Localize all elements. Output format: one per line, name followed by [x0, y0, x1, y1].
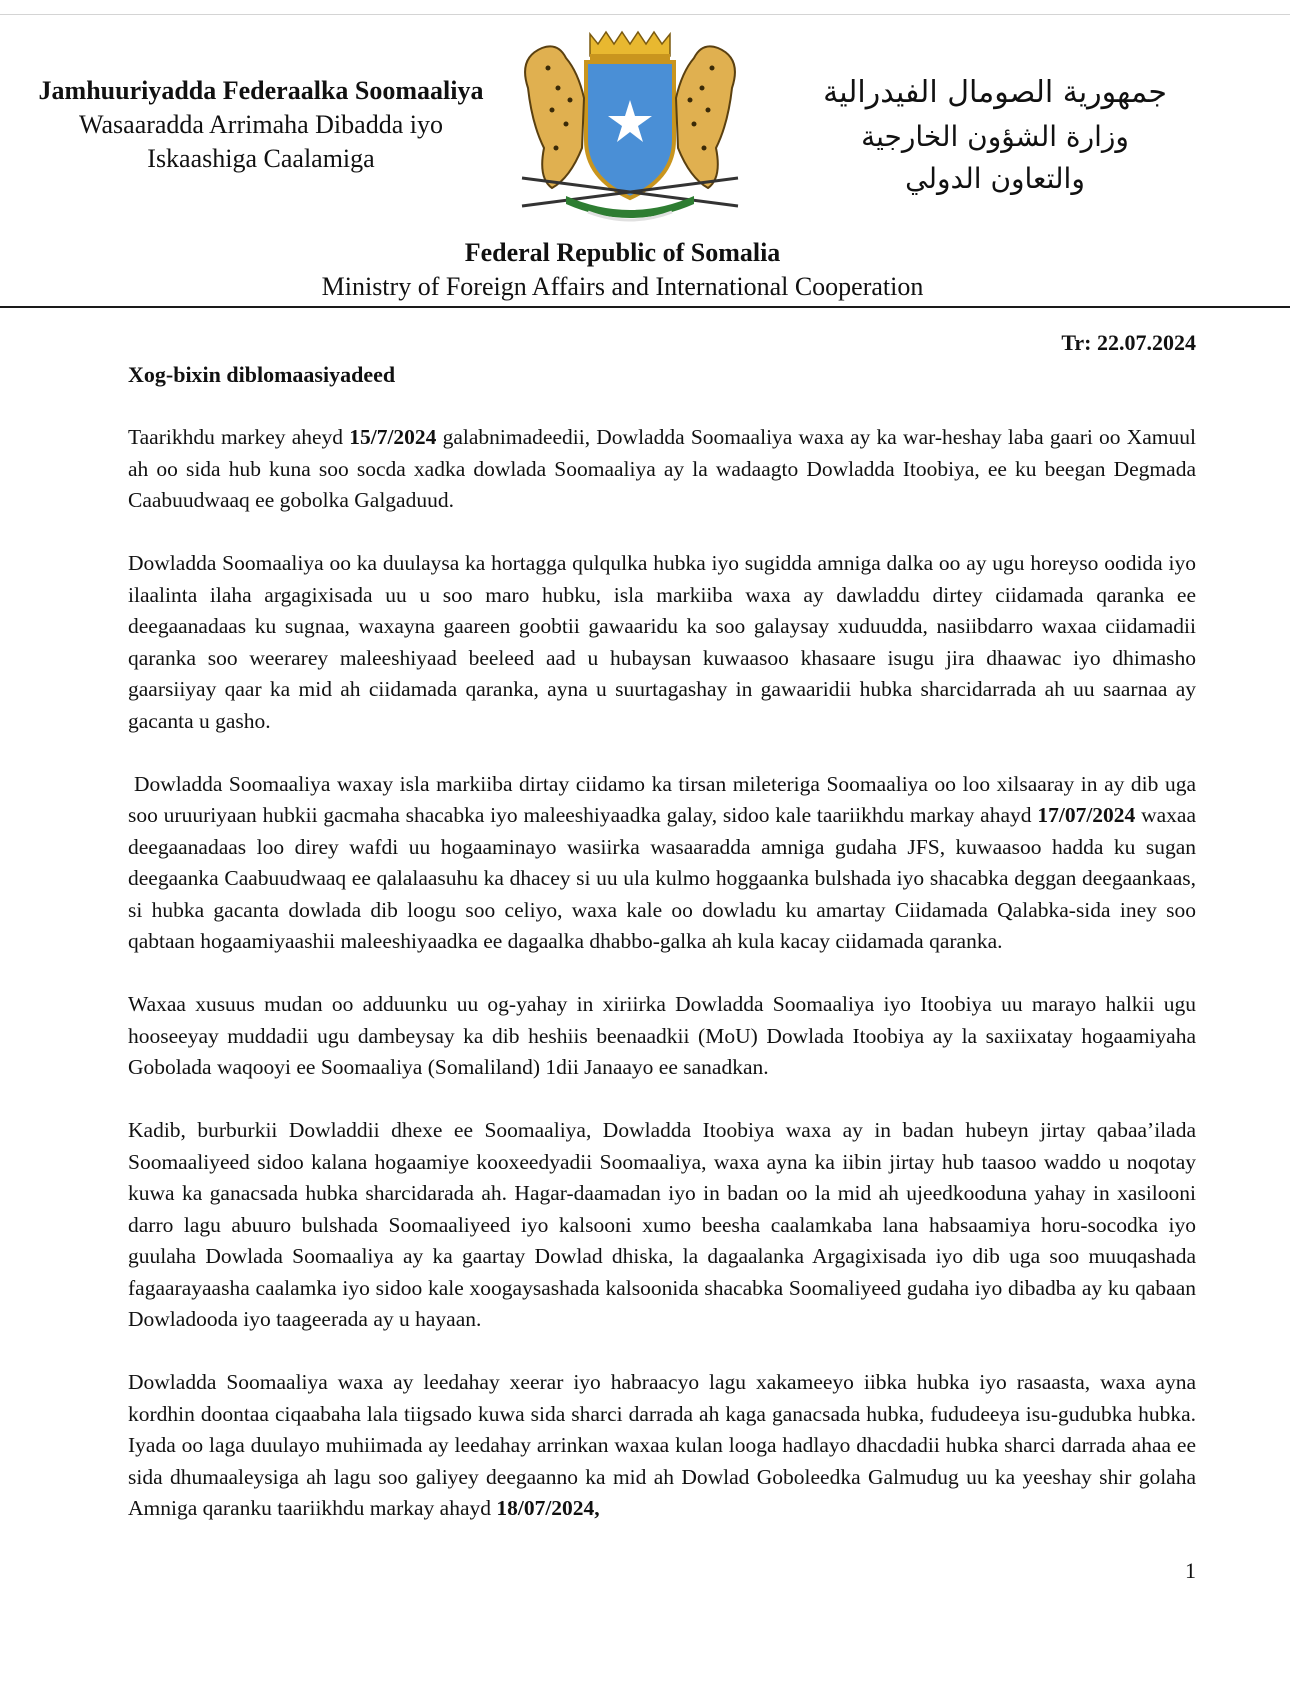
somalia-coat-of-arms-icon: [508, 28, 752, 234]
paragraph-6-text-a: Dowladda Soomaaliya waxa ay leedahay xeerar iyo habraacyo lagu xakameeyo iibka hubka iyo rasaasta, waxa ayna kordhin doontaa ciqaabaha lala tiigsado kuwa sida sharci darrada ah kaga ganacsada hubka, fududeeya isu-gudubka hubka. Iyada oo laga duulayo muhiimada ay leedahay arrinkan waxaa kulan looga hadlayo dhacdadii hubka sharci darrada ahaa ee sida dhumaaleysiga ah lagu soo galiyey deegaanno ka mid ah Dowlad Goboleedka Galmudug uu ka yeeshay shir golaha Amniga qaranku taariikhdu markay ahayd: [128, 1370, 1196, 1520]
header-english: [0, 236, 1245, 304]
paragraph-6-date: 18/07/2024,: [496, 1496, 600, 1520]
paragraph-1-date: 15/7/2024: [349, 425, 437, 449]
header-arabic-ministry-cont: والتعاون الدولي: [905, 162, 1085, 195]
paragraph-6: [128, 1367, 1196, 1525]
header-arabic-ministry: وزارة الشؤون الخارجية: [861, 120, 1129, 153]
paragraph-3-text-a: Dowladda Soomaaliya waxay isla markiiba dirtay ciidamo ka tirsan mileteriga Soomaaliya oo loo xilsaaray in ay dib uga soo uruuriyaan hubkii gacmaha shacabka iyo maleeshiyaadka galay, sidoo kale taariikhdu markay ahayd: [128, 771, 1196, 827]
page-number: 1: [1185, 1558, 1196, 1583]
header-divider: [0, 306, 1290, 308]
header-somali-ministry: Wasaaradda Arrimaha Dibadda iyo: [79, 110, 443, 139]
header-somali-republic: Jamhuuriyadda Federaalka Soomaaliya: [38, 76, 484, 105]
paragraph-2: Dowladda Soomaaliya oo ka duulaysa ka hortagga qulqulka hubka iyo sugidda amniga dalka oo ay ugu horeyso oodida iyo ilaalinta ilaha argagixisada uu u soo maro hubku, isla markiiba waxa ay dawladdu dirtey ciidamada qaranka ee deegaanadaas ku sugnaa, waxayna gaareen goobtii gawaaridu ka soo galaysay xuduudda, nasiibdarro waxaa ciidamadii qaranka soo weerarey maleeshiyaad beeleed aad u hubaysan kuwaasoo khasaare isugu jira dhaawac iyo dhimasho gaarsiiyay qaar ka mid ah ciidamada qaranka, ayna u suurtagashay in gawaaridii hubka sharcidarrada ah uu saarnaa ay gacanta u gasho.: [128, 551, 1196, 733]
paragraph-3-date: 17/07/2024: [1037, 803, 1136, 827]
paragraph-5: Kadib, burburkii Dowladdii dhexe ee Soomaaliya, Dowladda Itoobiya waxa ay in badan hubeyn jirtay qabaa’ilada Soomaaliyeed sidoo kalana hogaamiye kooxeedyadii Soomaaliya, waxa ayna ka iibin jirtay hub taasoo waddo u noqotay kuwa ka ganacsada hubka sharcidarada ah. Hagar-daamadan iyo in badan oo la mid ah ujeedkooduna yahay in xasilooni darro lagu abuuro bulshada Soomaaliyeed iyo kalsooni xumo beesha caalamkaba lana habsaamiya horu-socodka iyo guulaha Dowlada Soomaaliya ay ka gaartay Dowlad dhiska, la dagaalanka Argagixisada iyo dib uga soo muuqashada fagaarayaasha caalamka iyo sidoo kale xoogaysashada kalsoonida shacabka Soomaliyeed gudaha iyo dibadba ay ku qabaan Dowladooda iyo taageerada ay u hayaan.: [128, 1118, 1196, 1331]
paragraph-1-text-c: galabnimadeedii, Dowladda Soomaaliya waxa ay ka war-heshay laba gaari oo Xamuul ah oo sida hub kuna soo socda xadka dowlada Soomaaliya ay la wadaagto Dowladda Itoobiya, ee ku beegan Degmada Caabuudwaaq ee gobolka Galgaduud.: [128, 425, 1196, 512]
header-arabic: [740, 70, 1250, 200]
paragraph-3: [128, 769, 1196, 958]
document-title: Xog-bixin diblomaasiyadeed: [128, 362, 396, 387]
header-somali-ministry-cont: Iskaashiga Caalamiga: [147, 144, 375, 173]
paragraph-4: Waxaa xusuus mudan oo adduunku uu og-yahay in xiriirka Dowladda Soomaaliya iyo Itoobiya uu marayo halkii ugu hooseeyay muddadii ugu dambeysay ka dib heshiis beenaadkii (MoU) Dowlada Itoobiya ay la saxiixatay hogaamiyaha Gobolada waqooyi ee Soomaaliya (Somaliland) 1dii Janaayo ee sanadkan.: [128, 992, 1196, 1079]
paragraph-1-text-a: Taarikhdu markey aheyd: [128, 425, 350, 449]
header-english-republic: Federal Republic of Somalia: [464, 238, 781, 267]
header-english-ministry: Ministry of Foreign Affairs and International Cooperation: [321, 272, 924, 301]
header-somali: [18, 74, 504, 176]
document-date: Tr: 22.07.2024: [1061, 330, 1196, 355]
document-body: [128, 422, 1196, 1556]
paragraph-3-text-c: waxaa deegaanadaas loo direy wafdi uu hogaaminayo wasiirka wasaaradda amniga gudaha JFS, kuwaasoo hadda ku sugan deegaanka Caabuudwaaq ee qalalaasuhu ka dhacey si uu ula kulmo hoggaanka bulshada iyo shacabka deggan deegaankaas, si hubka gacanta dowlada dib loogu soo celiyo, waxa kale oo dowladu ku amartay Ciidamada Qalabka-sida iney soo qabtaan hogaamiyaashii maleeshiyaadka ee dagaalka dhabbo-galka ah kula kacay ciidamada qaranka.: [128, 803, 1197, 953]
paragraph-1: [128, 422, 1196, 517]
header-arabic-republic: جمهورية الصومال الفيدرالية: [823, 75, 1167, 110]
top-border-line: [0, 14, 1290, 15]
